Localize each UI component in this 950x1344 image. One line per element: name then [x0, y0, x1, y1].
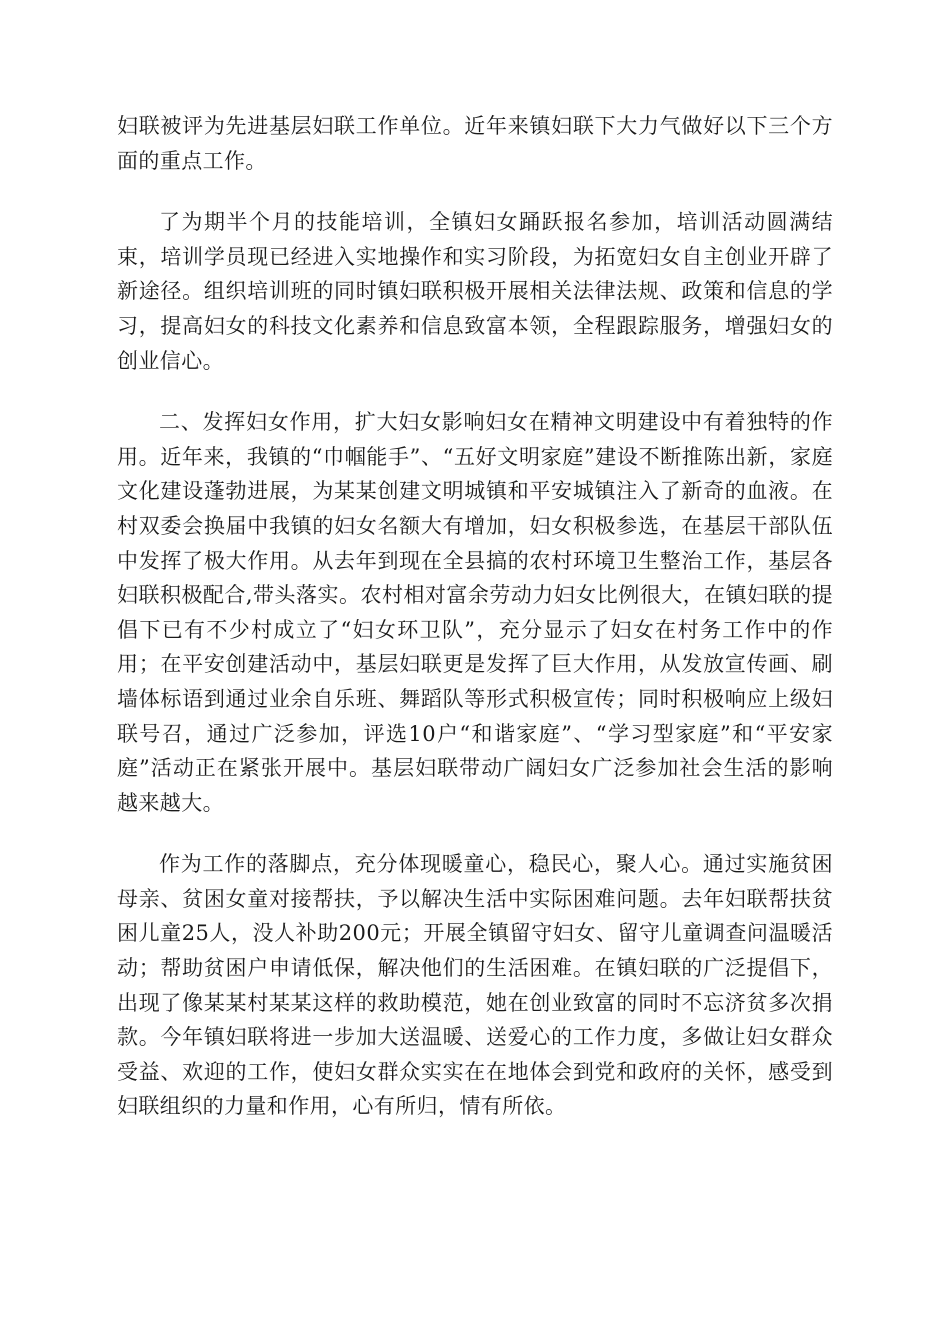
paragraph-1: 妇联被评为先进基层妇联工作单位。近年来镇妇联下大力气做好以下三个方面的重点工作。	[117, 114, 833, 173]
paragraph-3: 二、发挥妇女作用，扩大妇女影响妇女在精神文明建设中有着独特的作用。近年来，我镇的“巾帼能手”、“五好文明家庭”建设不断推陈出新，家庭文化建设蓬勃进展，为某某创建文明城镇和平安城镇注入了新奇的血液。在村双委会换届中我镇的妇女名额大有增加，妇女积极参选，在基层干部队伍中发挥了极大作用。从去年到现在全县搞的农村环境卫生整治工作，基层各妇联积极配合,带头落实。农村相对富余劳动力妇女比例很大，在镇妇联的提倡下已有不少村成立了“妇女环卫队”，充分显示了妇女在村务工作中的作用；在平安创建活动中，基层妇联更是发挥了巨大作用，从发放宣传画、刷墙体标语到通过业余自乐班、舞蹈队等形式积极宣传；同时积极响应上级妇联号召，通过广泛参加，评选10户“和谐家庭”、“学习型家庭”和“平安家庭”活动正在紧张开展中。基层妇联带动广阔妇女广泛参加社会生活的影响越来越大。	[117, 410, 833, 815]
paragraph-4: 作为工作的落脚点，充分体现暖童心，稳民心，聚人心。通过实施贫困母亲、贫困女童对接帮扶，予以解决生活中实际困难问题。去年妇联帮扶贫困儿童25人，没人补助200元；开展全镇留守妇女、留守儿童调查问温暖活动；帮助贫困户申请低保，解决他们的生活困难。在镇妇联的广泛提倡下，出现了像某某村某某这样的救助模范，她在创业致富的同时不忘济贫多次捐款。今年镇妇联将进一步加大送温暖、送爱心的工作力度，多做让妇女群众受益、欢迎的工作，使妇女群众实实在在地体会到党和政府的关怀，感受到妇联组织的力量和作用，心有所归，情有所依。	[117, 852, 833, 1119]
document-body	[117, 109, 833, 1151]
paragraph-2: 了为期半个月的技能培训，全镇妇女踊跃报名参加，培训活动圆满结束，培训学员现已经进入实地操作和实习阶段，为拓宽妇女自主创业开辟了新途径。组织培训班的同时镇妇联积极开展相关法律法规、政策和信息的学习，提高妇女的科技文化素养和信息致富本领，全程跟踪服务，增强妇女的创业信心。	[117, 210, 833, 373]
